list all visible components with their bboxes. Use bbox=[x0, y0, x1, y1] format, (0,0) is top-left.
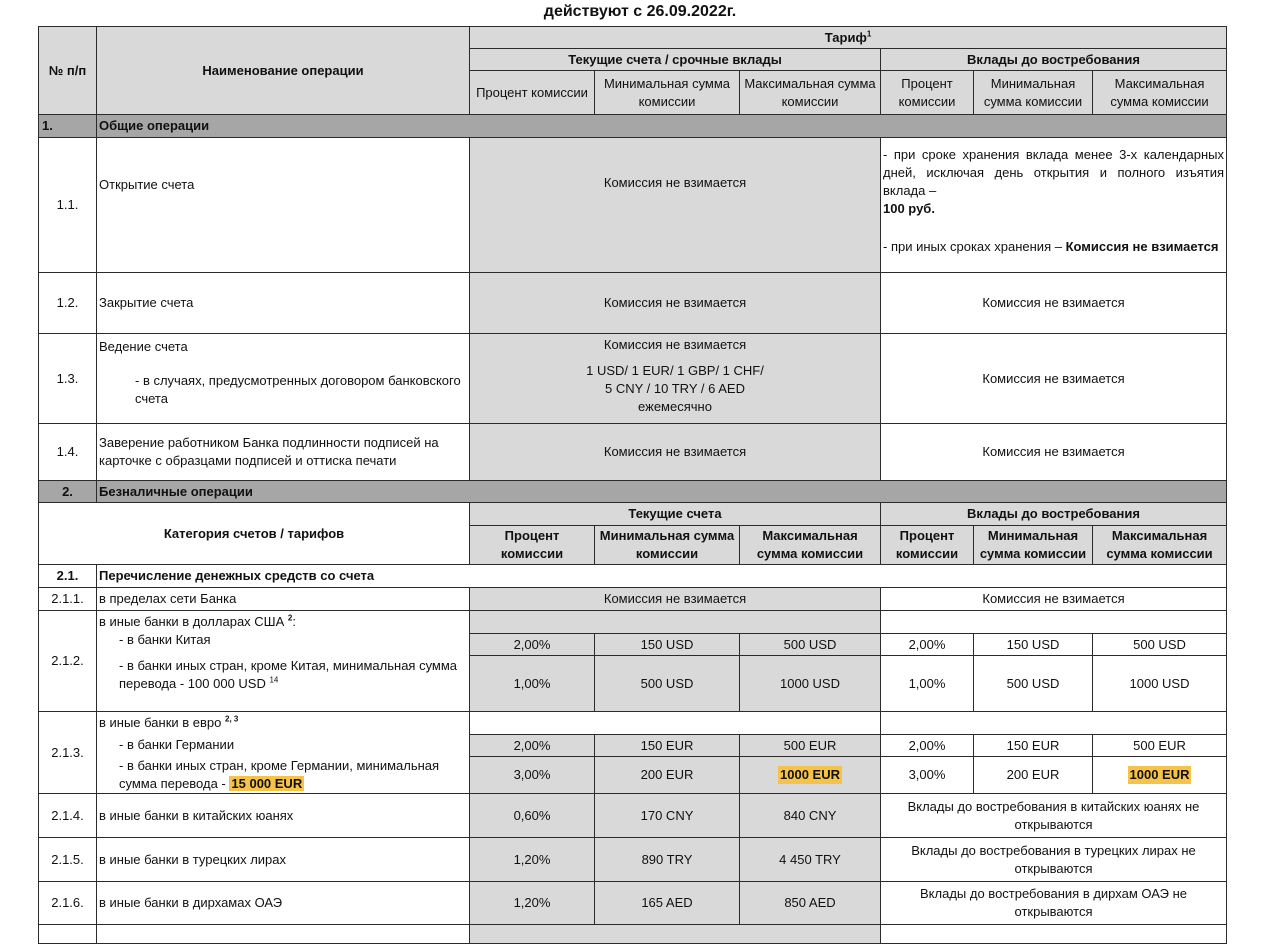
dem-max-value: 500 EUR bbox=[1133, 737, 1186, 753]
row-sub-name-germany: - в банки Германии bbox=[119, 737, 235, 752]
cell bbox=[739, 881, 881, 925]
row-name: Закрытие счета bbox=[99, 295, 194, 310]
highlighted-min-amount: 15 000 EUR bbox=[231, 776, 303, 791]
s2-dem-percent bbox=[880, 525, 974, 565]
header-dem-min bbox=[973, 70, 1093, 115]
demand-note: Вклады до востребования в турецких лирах не открываются bbox=[911, 842, 1196, 876]
header-dem-max bbox=[1092, 70, 1227, 115]
row-num: 1.2. bbox=[56, 295, 79, 310]
row-1-4-current bbox=[469, 423, 881, 481]
row-name: Открытие счета bbox=[99, 177, 195, 192]
footnote-ref: 1 bbox=[866, 29, 872, 39]
header-cur-max bbox=[739, 70, 881, 115]
cell bbox=[594, 633, 740, 656]
s2-cur-max-label: Максимальная сумма комиссии bbox=[756, 528, 864, 561]
header-group-current-label: Текущие счета / срочные вклады bbox=[568, 51, 782, 67]
row-2-1-1-name bbox=[96, 587, 470, 611]
header-dem-min-label: Минимальная сумма комиссии bbox=[983, 75, 1083, 109]
subsection-2-1-title bbox=[96, 564, 1227, 588]
s2-dem-max bbox=[1092, 525, 1227, 565]
cell bbox=[739, 756, 881, 794]
fee-value: Комиссия не взимается bbox=[603, 337, 747, 352]
row-1-3-num bbox=[38, 333, 97, 424]
row-name: в пределах сети Банка bbox=[99, 591, 237, 606]
fee-value: Комиссия не взимается bbox=[982, 295, 1125, 310]
row-2-1-5-demand bbox=[880, 837, 1227, 882]
s2-group-demand bbox=[880, 502, 1227, 526]
header-dem-max-label: Максимальная сумма комиссии bbox=[1110, 75, 1209, 109]
cur-min-value: 170 CNY bbox=[640, 807, 694, 823]
cell bbox=[739, 793, 881, 838]
row-name: Ведение счета bbox=[99, 339, 188, 354]
colon: : bbox=[292, 614, 296, 629]
cell bbox=[594, 793, 740, 838]
section-2-title bbox=[96, 480, 1227, 503]
cell bbox=[973, 633, 1093, 656]
cell bbox=[469, 633, 595, 656]
fee-value: Комиссия не взимается bbox=[603, 591, 747, 606]
dem-min-value: 500 USD bbox=[1006, 675, 1060, 691]
cur-max-value: 500 EUR bbox=[783, 737, 837, 753]
row-2-1-5-name bbox=[96, 837, 470, 882]
row-1-3-current bbox=[469, 333, 881, 424]
row-1-1-demand bbox=[880, 137, 1227, 273]
category-header bbox=[38, 502, 470, 565]
s2-cur-min-label: Минимальная сумма комиссии bbox=[599, 528, 735, 561]
cur-min-value: 165 AED bbox=[641, 895, 693, 910]
cur-max-value: 1000 USD bbox=[780, 675, 840, 691]
cell bbox=[973, 655, 1093, 712]
row-1-4-name bbox=[96, 423, 470, 481]
cell bbox=[469, 793, 595, 838]
dem-max-value: 500 USD bbox=[1133, 636, 1186, 652]
cell bbox=[594, 655, 740, 712]
row-1-3-demand bbox=[880, 333, 1227, 424]
fee-value: Комиссия не взимается bbox=[603, 175, 747, 190]
cell bbox=[594, 734, 740, 757]
s2-group-current bbox=[469, 502, 881, 526]
cur-percent-value: 2,00% bbox=[513, 737, 551, 753]
cur-max-value-highlighted: 1000 EUR bbox=[780, 767, 840, 782]
header-tariff-label: Тариф bbox=[824, 29, 867, 45]
header-tariff bbox=[469, 26, 1227, 49]
cur-percent-value: 2,00% bbox=[513, 636, 551, 652]
row-sub-name: - в случаях, предусмотренных договором банковского счета bbox=[135, 373, 461, 406]
s2-group-current-label: Текущие счета bbox=[628, 506, 722, 521]
row-1-4-num bbox=[38, 423, 97, 481]
dem-max-value-highlighted: 1000 EUR bbox=[1129, 767, 1190, 782]
cell bbox=[1092, 756, 1227, 794]
cell bbox=[1092, 734, 1227, 757]
fee-value: Комиссия не взимается bbox=[603, 444, 747, 459]
row-next-num bbox=[38, 924, 97, 944]
header-name-label: Наименование операции bbox=[202, 62, 364, 78]
row-2-1-3-name bbox=[96, 711, 470, 794]
header-cur-percent-label: Процент комиссии bbox=[476, 84, 588, 100]
row-num: 1.4. bbox=[56, 444, 79, 459]
cell bbox=[469, 655, 595, 712]
row-name: в иные банки в евро bbox=[99, 715, 222, 730]
row-2-1-6-num bbox=[38, 881, 97, 925]
cell bbox=[973, 734, 1093, 757]
fee-amounts-line1: 1 USD/ 1 EUR/ 1 GBP/ 1 CHF/ bbox=[586, 363, 764, 378]
header-name bbox=[96, 26, 470, 115]
cur-max-value: 4 450 TRY bbox=[779, 851, 841, 867]
demand-condition-other: - при иных сроках хранения – bbox=[883, 239, 1062, 254]
row-2-1-5-num bbox=[38, 837, 97, 882]
row-next-current bbox=[469, 924, 881, 944]
cur-percent-value: 0,60% bbox=[513, 807, 551, 823]
category-label: Категория счетов / тарифов bbox=[163, 525, 345, 541]
section-2-num-label: 2. bbox=[62, 483, 73, 499]
cell bbox=[739, 837, 881, 882]
row-num: 2.1.6. bbox=[51, 895, 84, 910]
demand-fee: 100 руб. bbox=[883, 201, 935, 216]
demand-condition-short: - при сроке хранения вклада менее 3-х календарных дней, исключая день открытия и полного изъятия вклада – bbox=[883, 147, 1224, 198]
row-num: 2.1.3. bbox=[51, 744, 84, 760]
cell bbox=[469, 734, 595, 757]
footnote-ref: 2, 3 bbox=[225, 714, 239, 724]
s2-dem-percent-label: Процент комиссии bbox=[895, 528, 959, 561]
section-2-label: Безналичные операции bbox=[99, 483, 253, 499]
cell bbox=[739, 734, 881, 757]
row-2-1-2-name bbox=[96, 610, 470, 712]
row-2-1-3-current-blank bbox=[469, 711, 881, 735]
row-name: в иные банки в долларах США bbox=[99, 614, 285, 629]
cell bbox=[880, 633, 974, 656]
row-next-demand bbox=[880, 924, 1227, 944]
s2-cur-percent bbox=[469, 525, 595, 565]
header-dem-percent bbox=[880, 70, 974, 115]
row-2-1-1-num bbox=[38, 587, 97, 611]
cur-min-value: 150 EUR bbox=[640, 737, 694, 753]
section-1-label: Общие операции bbox=[99, 118, 210, 133]
s2-group-demand-label: Вклады до востребования bbox=[967, 506, 1140, 521]
s2-cur-percent-label: Процент комиссии bbox=[500, 528, 564, 561]
row-name: в иные банки в турецких лирах bbox=[99, 851, 287, 867]
row-num: 2.1.2. bbox=[51, 653, 84, 668]
fee-period: ежемесячно bbox=[638, 399, 712, 414]
header-dem-percent-label: Процент комиссии bbox=[898, 75, 956, 109]
cell bbox=[1092, 633, 1227, 656]
header-group-current bbox=[469, 48, 881, 71]
demand-fee-other: Комиссия не взимается bbox=[1065, 239, 1219, 254]
row-name: Заверение работником Банка подлинности подписей на карточке с образцами подписей и оттиска печати bbox=[99, 435, 439, 468]
row-num: 1.3. bbox=[56, 370, 79, 386]
header-cur-min-label: Минимальная сумма комиссии bbox=[603, 75, 731, 109]
section-1-num-label: 1. bbox=[42, 118, 53, 133]
cell bbox=[594, 837, 740, 882]
cur-min-value: 200 EUR bbox=[640, 767, 694, 782]
row-1-4-demand bbox=[880, 423, 1227, 481]
cur-percent-value: 1,20% bbox=[513, 895, 551, 910]
row-2-1-3-demand-blank bbox=[880, 711, 1227, 735]
demand-note: Вклады до востребования в китайских юанях не открываются bbox=[907, 798, 1200, 832]
section-2-num bbox=[38, 480, 97, 503]
row-2-1-3-num bbox=[38, 711, 97, 794]
cur-min-value: 500 USD bbox=[640, 675, 694, 691]
row-2-1-6-demand bbox=[880, 881, 1227, 925]
cell bbox=[739, 633, 881, 656]
footnote-ref: 14 bbox=[269, 675, 279, 685]
header-num bbox=[38, 26, 97, 115]
dem-percent-value: 2,00% bbox=[908, 737, 946, 753]
row-sub-name-china: - в банки Китая bbox=[119, 632, 211, 647]
row-1-3-name bbox=[96, 333, 470, 424]
header-group-demand-label: Вклады до востребования bbox=[967, 51, 1140, 67]
row-sub-name-other: - в банки иных стран, кроме Германии, минимальная сумма перевода - bbox=[119, 758, 440, 791]
footnote-ref: 2 bbox=[287, 613, 293, 623]
row-2-1-1-current bbox=[469, 587, 881, 611]
header-group-demand bbox=[880, 48, 1227, 71]
demand-note: Вклады до востребования в дирхам ОАЭ не открываются bbox=[920, 886, 1187, 919]
row-num: 2.1.5. bbox=[51, 851, 84, 867]
header-num-label: № п/п bbox=[48, 62, 87, 78]
cur-max-value: 500 USD bbox=[783, 636, 837, 652]
fee-value: Комиссия не взимается bbox=[982, 591, 1125, 606]
cur-percent-value: 1,00% bbox=[513, 675, 551, 691]
row-2-1-1-demand bbox=[880, 587, 1227, 611]
s2-cur-min bbox=[594, 525, 740, 565]
section-1-title bbox=[96, 114, 1227, 138]
section-1-num bbox=[38, 114, 97, 138]
row-name: в иные банки в дирхамах ОАЭ bbox=[99, 895, 283, 910]
s2-dem-min-label: Минимальная сумма комиссии bbox=[979, 528, 1087, 561]
row-next-name bbox=[96, 924, 470, 944]
row-1-2-name bbox=[96, 272, 470, 334]
row-num: 2.1.4. bbox=[51, 807, 84, 823]
dem-min-value: 150 USD bbox=[1006, 636, 1060, 652]
cell bbox=[973, 756, 1093, 794]
cell bbox=[880, 756, 974, 794]
cur-percent-value: 3,00% bbox=[513, 767, 551, 782]
row-1-1-current bbox=[469, 137, 881, 273]
cell bbox=[469, 837, 595, 882]
fee-value: Комиссия не взимается bbox=[982, 370, 1125, 386]
dem-max-value: 1000 USD bbox=[1129, 675, 1190, 691]
row-2-1-2-demand-blank bbox=[880, 610, 1227, 634]
header-cur-percent bbox=[469, 70, 595, 115]
subsection-label: Перечисление денежных средств со счета bbox=[99, 568, 375, 583]
cur-min-value: 890 TRY bbox=[641, 851, 693, 867]
cell bbox=[469, 881, 595, 925]
row-2-1-4-num bbox=[38, 793, 97, 838]
row-name: в иные банки в китайских юанях bbox=[99, 807, 294, 823]
cur-percent-value: 1,20% bbox=[513, 851, 551, 867]
cur-min-value: 150 USD bbox=[640, 636, 694, 652]
row-num: 2.1. bbox=[56, 568, 79, 583]
fee-amounts-line2: 5 CNY / 10 TRY / 6 AED bbox=[605, 381, 745, 396]
cell bbox=[594, 881, 740, 925]
row-2-1-4-demand bbox=[880, 793, 1227, 838]
row-sub-name-other: - в банки иных стран, кроме Китая, минимальная сумма перевода - 100 000 USD bbox=[119, 658, 458, 691]
header-cur-min bbox=[594, 70, 740, 115]
cell bbox=[880, 734, 974, 757]
row-1-1-name bbox=[96, 137, 470, 273]
row-2-1-2-num bbox=[38, 610, 97, 712]
s2-dem-max-label: Максимальная сумма комиссии bbox=[1106, 528, 1213, 561]
fee-value: Комиссия не взимается bbox=[982, 444, 1125, 459]
cell bbox=[1092, 655, 1227, 712]
row-2-1-6-name bbox=[96, 881, 470, 925]
row-num: 2.1.1. bbox=[51, 591, 84, 606]
row-2-1-4-name bbox=[96, 793, 470, 838]
cell bbox=[594, 756, 740, 794]
cell bbox=[880, 655, 974, 712]
dem-percent-value: 2,00% bbox=[908, 636, 946, 652]
row-1-2-current bbox=[469, 272, 881, 334]
cur-max-value: 840 CNY bbox=[783, 807, 837, 823]
cell bbox=[469, 756, 595, 794]
s2-dem-min bbox=[973, 525, 1093, 565]
row-num: 1.1. bbox=[56, 197, 79, 212]
subsection-2-1-num bbox=[38, 564, 97, 588]
dem-percent-value: 3,00% bbox=[908, 767, 946, 782]
row-1-2-num bbox=[38, 272, 97, 334]
row-1-1-num bbox=[38, 137, 97, 273]
s2-cur-max bbox=[739, 525, 881, 565]
row-2-1-2-current-blank bbox=[469, 610, 881, 634]
dem-min-value: 200 EUR bbox=[1006, 767, 1060, 782]
page-title: действуют с 26.09.2022г. bbox=[543, 3, 737, 20]
fee-value: Комиссия не взимается bbox=[603, 295, 747, 310]
row-1-2-demand bbox=[880, 272, 1227, 334]
header-cur-max-label: Максимальная сумма комиссии bbox=[744, 75, 876, 109]
dem-min-value: 150 EUR bbox=[1006, 737, 1060, 753]
cell bbox=[739, 655, 881, 712]
cur-max-value: 850 AED bbox=[784, 895, 836, 910]
dem-percent-value: 1,00% bbox=[908, 675, 946, 691]
